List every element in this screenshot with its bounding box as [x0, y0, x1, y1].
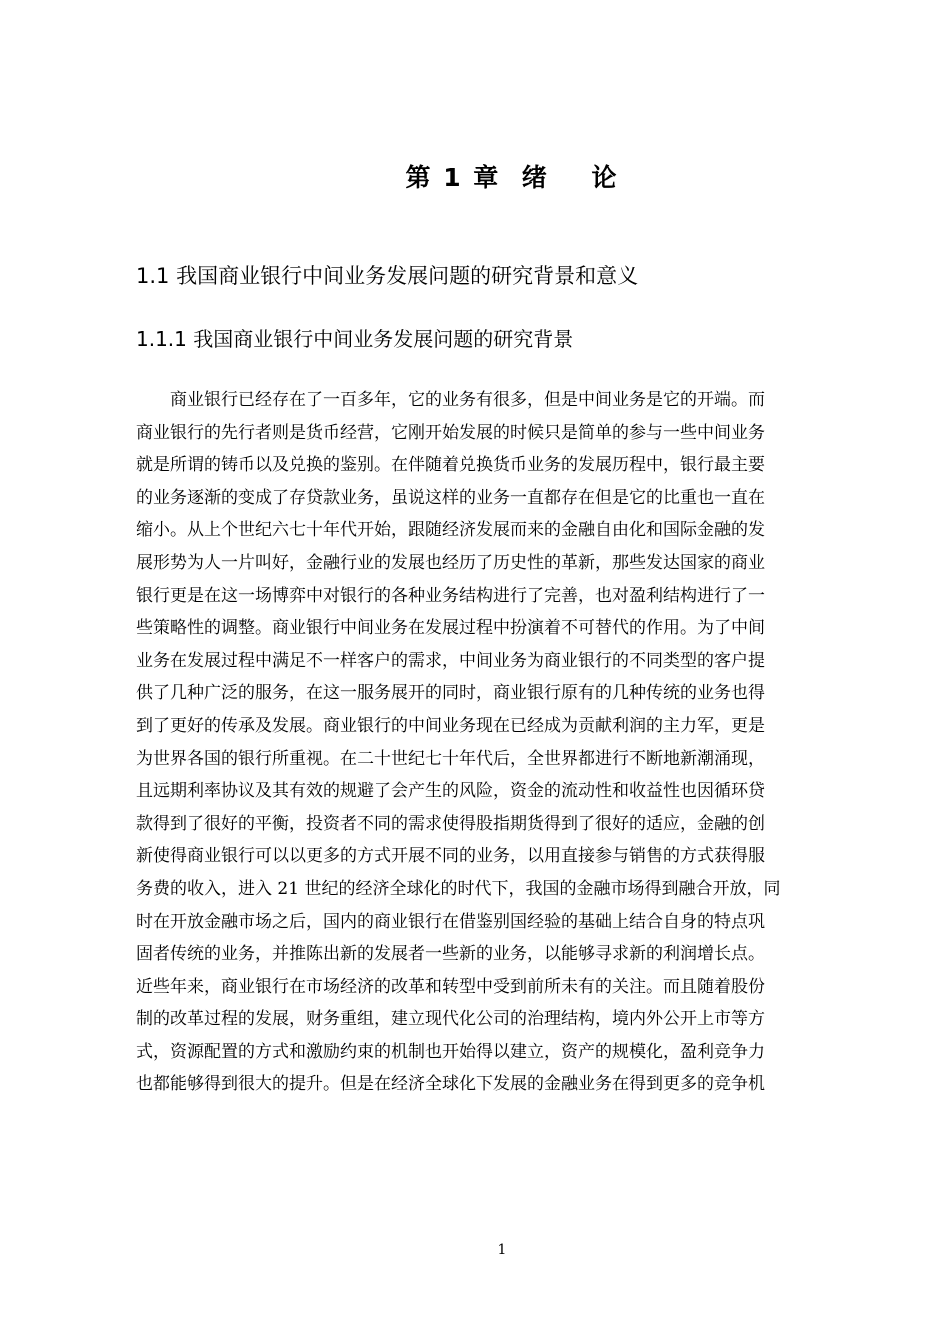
- body-line: 新使得商业银行可以以更多的方式开展不同的业务，以用直接参与销售的方式获得服: [136, 846, 765, 867]
- body-line: 固者传统的业务，并推陈出新的发展者一些新的业务，以能够寻求新的利润增长点。: [136, 944, 765, 965]
- body-line: 也都能够得到很大的提升。但是在经济全球化下发展的金融业务在得到更多的竞争机: [136, 1074, 765, 1095]
- body-line: 就是所谓的铸币以及兑换的鉴别。在伴随着兑换货币业务的发展历程中，银行最主要: [136, 455, 765, 476]
- body-line: 近些年来，商业银行在市场经济的改革和转型中受到前所未有的关注。而且随着股份: [136, 976, 765, 997]
- body-line: 银行更是在这一场博弈中对银行的各种业务结构进行了完善，也对盈利结构进行了一: [136, 585, 765, 606]
- body-line: 制的改革过程的发展，财务重组，建立现代化公司的治理结构，境内外公开上市等方: [136, 1009, 765, 1030]
- body-line: 为世界各国的银行所重视。在二十世纪七十年代后，全世界都进行不断地新潮涌现，: [136, 748, 765, 769]
- section-heading: 1.1 我国商业银行中间业务发展问题的研究背景和意义: [136, 264, 639, 288]
- body-line: 缩小。从上个世纪六七十年代开始，跟随经济发展而来的金融自由化和国际金融的发: [136, 520, 765, 541]
- body-line: 且远期利率协议及其有效的规避了会产生的风险，资金的流动性和收益性也因循环贷: [136, 781, 765, 802]
- body-line: 业务在发展过程中满足不一样客户的需求，中间业务为商业银行的不同类型的客户提: [136, 650, 765, 671]
- body-line: 时在开放金融市场之后，国内的商业银行在借鉴别国经验的基础上结合自身的特点巩: [136, 911, 765, 932]
- subsection-heading: 1.1.1 我国商业银行中间业务发展问题的研究背景: [136, 327, 574, 351]
- body-line: 些策略性的调整。商业银行中间业务在发展过程中扮演着不可替代的作用。为了中间: [136, 618, 765, 639]
- page-number: 1: [497, 1242, 507, 1258]
- body-line: 的业务逐渐的变成了存贷款业务，虽说这样的业务一直都存在但是它的比重也一直在: [136, 487, 765, 508]
- body-line: 供了几种广泛的服务，在这一服务展开的同时，商业银行原有的几种传统的业务也得: [136, 683, 765, 704]
- body-line: 款得到了很好的平衡，投资者不同的需求使得股指期货得到了很好的适应，金融的创: [136, 813, 765, 834]
- body-line: 商业银行的先行者则是货币经营，它刚开始发展的时候只是简单的参与一些中间业务: [136, 422, 765, 443]
- chapter-title: 第 1 章 绪 论: [405, 163, 619, 192]
- body-line: 到了更好的传承及发展。商业银行的中间业务现在已经成为贡献利润的主力军，更是: [136, 715, 765, 736]
- body-paragraph: [136, 384, 840, 1101]
- body-line: 式，资源配置的方式和激励约束的机制也开始得以建立，资产的规模化，盈利竞争力: [136, 1041, 765, 1062]
- body-line: 展形势为人一片叫好，金融行业的发展也经历了历史性的革新，那些发达国家的商业: [136, 552, 765, 573]
- body-line: 务费的收入，进入 21 世纪的经济全球化的时代下，我国的金融市场得到融合开放，同: [136, 878, 781, 899]
- body-line: 商业银行已经存在了一百多年，它的业务有很多，但是中间业务是它的开端。而: [136, 390, 765, 410]
